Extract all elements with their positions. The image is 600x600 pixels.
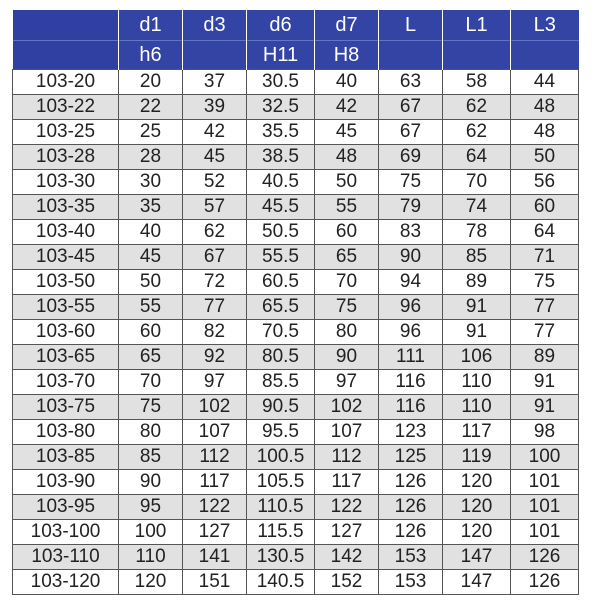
cell-d6: 60.5 — [247, 270, 315, 295]
cell-part-number: 103-100 — [13, 520, 119, 545]
table-row — [13, 445, 579, 470]
cell-d7: 102 — [315, 395, 379, 420]
cell-d1: 22 — [119, 95, 183, 120]
cell-L: 126 — [379, 470, 443, 495]
cell-L: 67 — [379, 120, 443, 145]
cell-L1: 117 — [443, 420, 511, 445]
header-L3-tolerance — [511, 41, 579, 70]
cell-d6: 40.5 — [247, 170, 315, 195]
cell-L1: 120 — [443, 520, 511, 545]
cell-d6: 70.5 — [247, 320, 315, 345]
cell-d7: 117 — [315, 470, 379, 495]
cell-L3: 91 — [511, 370, 579, 395]
cell-d6: 140.5 — [247, 570, 315, 595]
cell-d1: 70 — [119, 370, 183, 395]
cell-L3: 71 — [511, 245, 579, 270]
cell-d6: 80.5 — [247, 345, 315, 370]
cell-L1: 110 — [443, 370, 511, 395]
cell-d7: 50 — [315, 170, 379, 195]
cell-d1: 95 — [119, 495, 183, 520]
cell-L: 123 — [379, 420, 443, 445]
cell-part-number: 103-90 — [13, 470, 119, 495]
table-row — [13, 370, 579, 395]
cell-d7: 142 — [315, 545, 379, 570]
cell-d7: 97 — [315, 370, 379, 395]
cell-d3: 45 — [183, 145, 247, 170]
cell-d3: 39 — [183, 95, 247, 120]
table-row — [13, 145, 579, 170]
cell-d1: 30 — [119, 170, 183, 195]
cell-L3: 48 — [511, 120, 579, 145]
header-corner-cell-lower — [13, 41, 119, 70]
cell-L: 69 — [379, 145, 443, 170]
cell-d3: 42 — [183, 120, 247, 145]
cell-d1: 50 — [119, 270, 183, 295]
cell-d1: 75 — [119, 395, 183, 420]
cell-part-number: 103-75 — [13, 395, 119, 420]
cell-d1: 45 — [119, 245, 183, 270]
cell-part-number: 103-85 — [13, 445, 119, 470]
cell-d3: 77 — [183, 295, 247, 320]
cell-d3: 102 — [183, 395, 247, 420]
cell-part-number: 103-80 — [13, 420, 119, 445]
cell-L: 67 — [379, 95, 443, 120]
cell-L3: 91 — [511, 395, 579, 420]
cell-d1: 28 — [119, 145, 183, 170]
cell-d1: 110 — [119, 545, 183, 570]
cell-part-number: 103-70 — [13, 370, 119, 395]
table-row — [13, 345, 579, 370]
cell-d6: 90.5 — [247, 395, 315, 420]
cell-L: 96 — [379, 295, 443, 320]
cell-L3: 48 — [511, 95, 579, 120]
cell-d7: 60 — [315, 220, 379, 245]
cell-d7: 55 — [315, 195, 379, 220]
cell-L: 153 — [379, 545, 443, 570]
cell-d1: 120 — [119, 570, 183, 595]
cell-L1: 78 — [443, 220, 511, 245]
cell-L1: 106 — [443, 345, 511, 370]
table-row — [13, 320, 579, 345]
table-body — [13, 70, 579, 595]
cell-d6: 130.5 — [247, 545, 315, 570]
cell-part-number: 103-65 — [13, 345, 119, 370]
cell-L3: 77 — [511, 320, 579, 345]
cell-L3: 56 — [511, 170, 579, 195]
cell-d6: 65.5 — [247, 295, 315, 320]
cell-part-number: 103-110 — [13, 545, 119, 570]
cell-d3: 107 — [183, 420, 247, 445]
cell-part-number: 103-35 — [13, 195, 119, 220]
table-row — [13, 195, 579, 220]
cell-L: 111 — [379, 345, 443, 370]
table-row — [13, 270, 579, 295]
table-row — [13, 120, 579, 145]
header-row-tolerances — [13, 41, 579, 70]
cell-part-number: 103-95 — [13, 495, 119, 520]
cell-d3: 37 — [183, 70, 247, 95]
cell-L3: 101 — [511, 495, 579, 520]
cell-d7: 80 — [315, 320, 379, 345]
cell-d6: 95.5 — [247, 420, 315, 445]
cell-part-number: 103-20 — [13, 70, 119, 95]
cell-part-number: 103-28 — [13, 145, 119, 170]
cell-d7: 70 — [315, 270, 379, 295]
cell-L1: 91 — [443, 320, 511, 345]
cell-d3: 52 — [183, 170, 247, 195]
cell-d7: 75 — [315, 295, 379, 320]
table-row — [13, 495, 579, 520]
cell-d7: 122 — [315, 495, 379, 520]
cell-part-number: 103-50 — [13, 270, 119, 295]
cell-L1: 74 — [443, 195, 511, 220]
cell-d3: 62 — [183, 220, 247, 245]
cell-part-number: 103-40 — [13, 220, 119, 245]
cell-d3: 127 — [183, 520, 247, 545]
cell-d3: 117 — [183, 470, 247, 495]
cell-d1: 90 — [119, 470, 183, 495]
cell-d6: 50.5 — [247, 220, 315, 245]
cell-part-number: 103-25 — [13, 120, 119, 145]
cell-d3: 151 — [183, 570, 247, 595]
cell-L1: 85 — [443, 245, 511, 270]
dimension-table — [12, 10, 579, 595]
cell-L1: 58 — [443, 70, 511, 95]
table-row — [13, 220, 579, 245]
cell-L: 116 — [379, 370, 443, 395]
cell-part-number: 103-120 — [13, 570, 119, 595]
cell-d3: 92 — [183, 345, 247, 370]
table-row — [13, 95, 579, 120]
table-row — [13, 70, 579, 95]
cell-d7: 112 — [315, 445, 379, 470]
cell-L: 90 — [379, 245, 443, 270]
cell-d6: 110.5 — [247, 495, 315, 520]
cell-L3: 89 — [511, 345, 579, 370]
table-row — [13, 245, 579, 270]
table-row — [13, 545, 579, 570]
cell-L3: 101 — [511, 470, 579, 495]
header-corner-cell — [13, 10, 119, 41]
header-L1-tolerance — [443, 41, 511, 70]
header-d7-tolerance: H8 — [315, 41, 379, 70]
cell-L: 126 — [379, 520, 443, 545]
cell-d1: 25 — [119, 120, 183, 145]
cell-part-number: 103-55 — [13, 295, 119, 320]
table-row — [13, 395, 579, 420]
header-d7: d7 — [315, 10, 379, 41]
cell-d7: 127 — [315, 520, 379, 545]
cell-L1: 120 — [443, 470, 511, 495]
table-row — [13, 520, 579, 545]
cell-d6: 38.5 — [247, 145, 315, 170]
cell-d6: 115.5 — [247, 520, 315, 545]
cell-d3: 97 — [183, 370, 247, 395]
cell-L1: 62 — [443, 95, 511, 120]
cell-part-number: 103-22 — [13, 95, 119, 120]
cell-L: 116 — [379, 395, 443, 420]
cell-d6: 85.5 — [247, 370, 315, 395]
header-L1: L1 — [443, 10, 511, 41]
cell-L3: 64 — [511, 220, 579, 245]
cell-L: 63 — [379, 70, 443, 95]
cell-L1: 70 — [443, 170, 511, 195]
cell-d7: 107 — [315, 420, 379, 445]
cell-d3: 67 — [183, 245, 247, 270]
cell-d7: 152 — [315, 570, 379, 595]
cell-d6: 30.5 — [247, 70, 315, 95]
cell-L1: 64 — [443, 145, 511, 170]
cell-d1: 100 — [119, 520, 183, 545]
cell-d7: 42 — [315, 95, 379, 120]
header-row-symbols — [13, 10, 579, 41]
cell-d7: 40 — [315, 70, 379, 95]
cell-L: 153 — [379, 570, 443, 595]
cell-d1: 60 — [119, 320, 183, 345]
header-d3: d3 — [183, 10, 247, 41]
cell-d6: 35.5 — [247, 120, 315, 145]
cell-L3: 77 — [511, 295, 579, 320]
cell-d3: 57 — [183, 195, 247, 220]
cell-d1: 40 — [119, 220, 183, 245]
cell-d1: 65 — [119, 345, 183, 370]
header-L: L — [379, 10, 443, 41]
table-row — [13, 420, 579, 445]
cell-L: 94 — [379, 270, 443, 295]
cell-d6: 45.5 — [247, 195, 315, 220]
cell-L: 126 — [379, 495, 443, 520]
cell-d7: 48 — [315, 145, 379, 170]
cell-L1: 147 — [443, 545, 511, 570]
cell-d1: 35 — [119, 195, 183, 220]
header-d6-tolerance: H11 — [247, 41, 315, 70]
header-d1: d1 — [119, 10, 183, 41]
cell-L1: 89 — [443, 270, 511, 295]
cell-d6: 32.5 — [247, 95, 315, 120]
cell-d7: 45 — [315, 120, 379, 145]
header-L3: L3 — [511, 10, 579, 41]
cell-L3: 60 — [511, 195, 579, 220]
cell-d7: 90 — [315, 345, 379, 370]
cell-L3: 50 — [511, 145, 579, 170]
table-row — [13, 570, 579, 595]
cell-L: 83 — [379, 220, 443, 245]
header-d1-tolerance: h6 — [119, 41, 183, 70]
cell-d1: 85 — [119, 445, 183, 470]
cell-L3: 101 — [511, 520, 579, 545]
cell-L: 75 — [379, 170, 443, 195]
cell-d1: 55 — [119, 295, 183, 320]
table-row — [13, 470, 579, 495]
cell-L1: 110 — [443, 395, 511, 420]
cell-d6: 105.5 — [247, 470, 315, 495]
cell-d1: 20 — [119, 70, 183, 95]
cell-d6: 100.5 — [247, 445, 315, 470]
table-row — [13, 170, 579, 195]
cell-part-number: 103-45 — [13, 245, 119, 270]
cell-L1: 120 — [443, 495, 511, 520]
cell-d7: 65 — [315, 245, 379, 270]
cell-L: 125 — [379, 445, 443, 470]
cell-part-number: 103-30 — [13, 170, 119, 195]
cell-part-number: 103-60 — [13, 320, 119, 345]
cell-L1: 119 — [443, 445, 511, 470]
header-d3-tolerance — [183, 41, 247, 70]
cell-L3: 126 — [511, 570, 579, 595]
cell-L: 96 — [379, 320, 443, 345]
cell-d3: 82 — [183, 320, 247, 345]
cell-L: 79 — [379, 195, 443, 220]
header-d6: d6 — [247, 10, 315, 41]
cell-d6: 55.5 — [247, 245, 315, 270]
cell-L1: 91 — [443, 295, 511, 320]
cell-d3: 72 — [183, 270, 247, 295]
header-L-tolerance — [379, 41, 443, 70]
table-header — [13, 10, 579, 70]
cell-L1: 62 — [443, 120, 511, 145]
cell-d3: 122 — [183, 495, 247, 520]
cell-L1: 147 — [443, 570, 511, 595]
cell-L3: 75 — [511, 270, 579, 295]
cell-L3: 100 — [511, 445, 579, 470]
cell-d3: 112 — [183, 445, 247, 470]
cell-d3: 141 — [183, 545, 247, 570]
cell-L3: 98 — [511, 420, 579, 445]
cell-L3: 44 — [511, 70, 579, 95]
cell-d1: 80 — [119, 420, 183, 445]
table-row — [13, 295, 579, 320]
cell-L3: 126 — [511, 545, 579, 570]
